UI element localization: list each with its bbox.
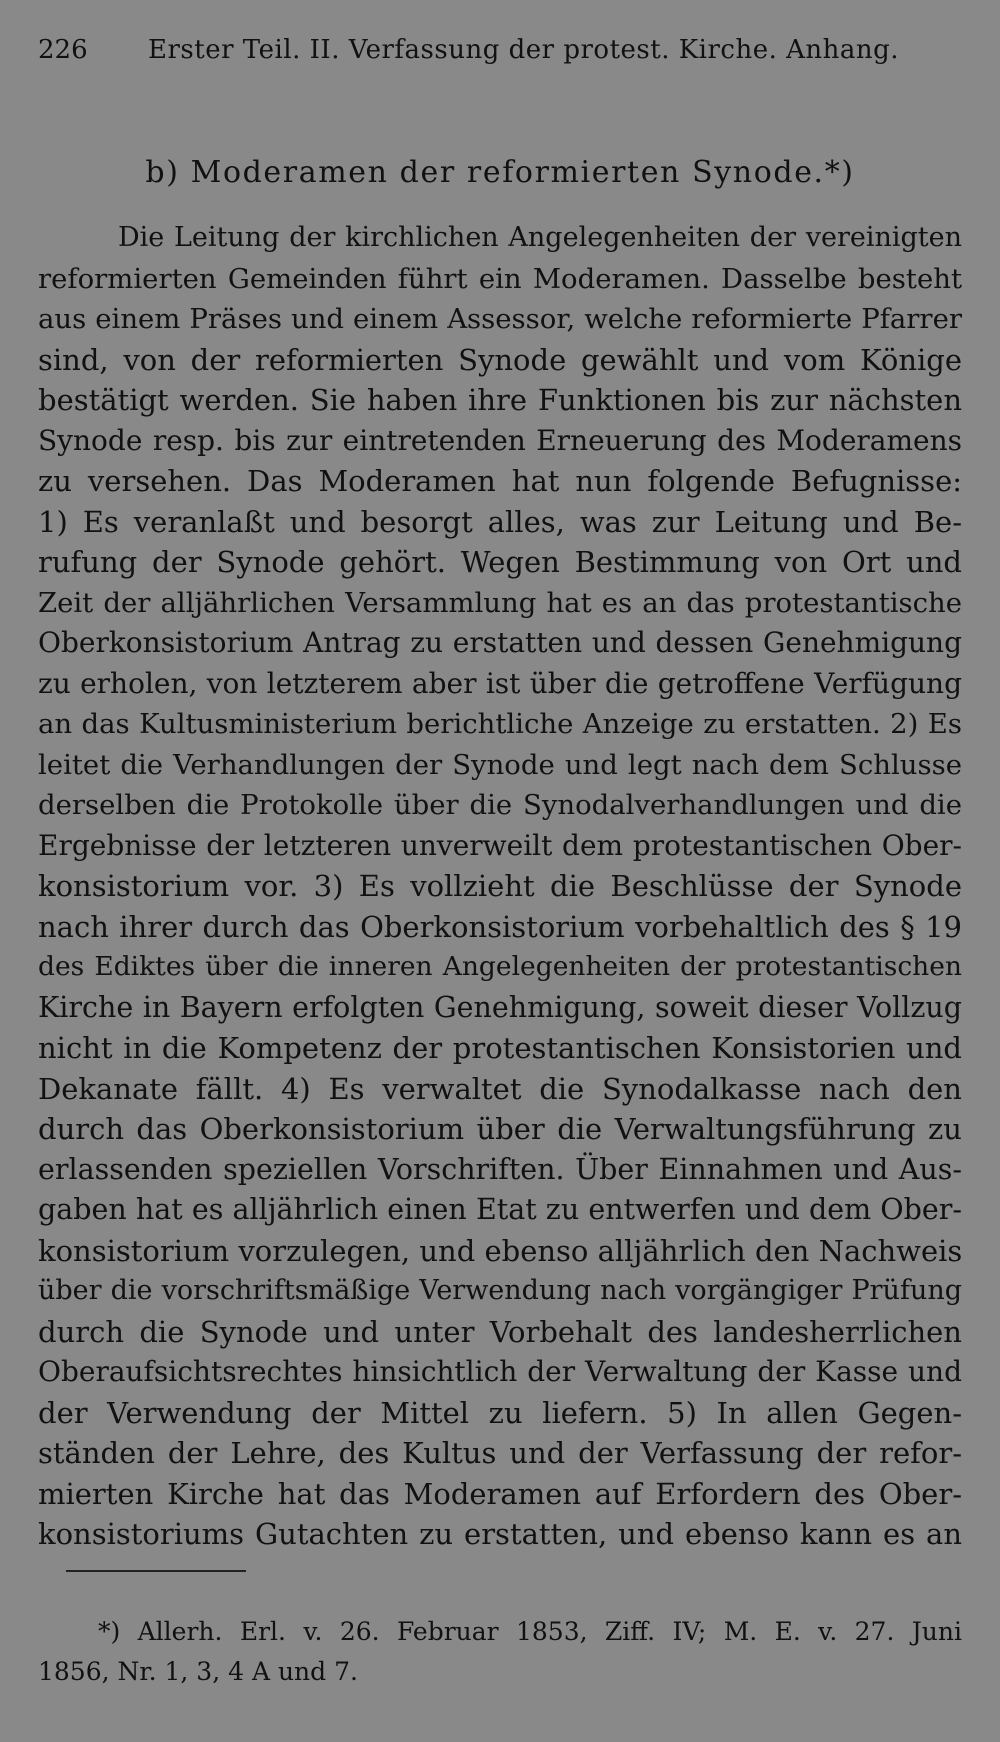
body-line: durch die Synode und unter Vorbehalt des landesherrlichen	[38, 1314, 962, 1349]
body-line: 1) Es veranlaßt und besorgt alles, was zur Leitung und Be-	[38, 504, 962, 539]
body-line: reformierten Gemeinden führt ein Moderamen. Dasselbe besteht	[38, 262, 962, 295]
running-head	[38, 30, 962, 70]
footnote-rule	[66, 1570, 246, 1572]
body-line: durch das Oberkonsistorium über die Verwaltungsführung zu	[38, 1112, 962, 1146]
body-line: Die Leitung der kirchlichen Angelegenheiten der vereinigten	[118, 222, 962, 253]
body-line: derselben die Protokolle über die Synodalverhandlungen und die	[38, 789, 962, 821]
body-line: zu versehen. Das Moderamen hat nun folgende Befugnisse:	[38, 464, 962, 498]
section-heading: b) Moderamen der reformierten Synode.*)	[145, 155, 855, 190]
body-line: rufung der Synode gehört. Wegen Bestimmung von Ort und	[38, 545, 962, 579]
body-line: Oberaufsichtsrechtes hinsichtlich der Verwaltung der Kasse und	[38, 1355, 962, 1388]
body-line: der Verwendung der Mittel zu liefern. 5) In allen Gegen-	[38, 1395, 962, 1430]
body-line: konsistorium vorzulegen, und ebenso alljährlich den Nachweis	[38, 1233, 962, 1268]
body-line: erlassenden speziellen Vorschriften. Über Einnahmen und Aus-	[38, 1152, 962, 1186]
body-line: ständen der Lehre, des Kultus und der Verfassung der refor-	[38, 1436, 962, 1470]
body-line: Synode resp. bis zur eintretenden Erneuerung des Moderamens	[38, 423, 962, 457]
body-line: gaben hat es alljährlich einen Etat zu entwerfen und dem Ober-	[38, 1193, 962, 1226]
body-line: mierten Kirche hat das Moderamen auf Erfordern des Ober-	[38, 1476, 962, 1511]
running-title: Erster Teil. II. Verfassung der protest. Kirche. Anhang.	[148, 35, 900, 65]
body-line: leitet die Verhandlungen der Synode und legt nach dem Schlusse	[38, 748, 962, 781]
body-text	[38, 218, 962, 1555]
body-line: konsistoriums Gutachten zu erstatten, und ebenso kann es an	[38, 1517, 962, 1551]
body-line: nach ihrer durch das Oberkonsistorium vorbehaltlich des § 19	[38, 909, 962, 944]
body-line: nicht in die Kompetenz der protestantischen Konsistorien und	[38, 1031, 962, 1065]
body-line: über die vorschriftsmäßige Verwendung nach vorgängiger Prüfung	[38, 1275, 962, 1306]
body-line: Ergebnisse der letzteren unverweilt dem protestantischen Ober-	[38, 828, 962, 862]
footnote-line: 1856, Nr. 1, 3, 4 A und 7.	[38, 1657, 358, 1686]
body-line: aus einem Präses und einem Assessor, welche reformierte Pfarrer	[38, 303, 962, 335]
body-line: sind, von der reformierten Synode gewählt und vom Könige	[38, 342, 962, 377]
body-line: Oberkonsistorium Antrag zu erstatten und dessen Genehmigung	[38, 626, 962, 659]
footnotes	[38, 1612, 962, 1692]
body-line: Zeit der alljährlichen Versammlung hat es an das protestantische	[38, 586, 962, 619]
body-line: Dekanate fällt. 4) Es verwaltet die Synodalkasse nach den	[38, 1071, 962, 1106]
footnote-line: *) Allerh. Erl. v. 26. Februar 1853, Ziff. IV; M. E. v. 27. Juni	[98, 1617, 962, 1646]
body-line: zu erholen, von letzterem aber ist über die getroffene Verfügung	[38, 666, 962, 700]
body-line: konsistorium vor. 3) Es vollzieht die Beschlüsse der Synode	[38, 869, 962, 903]
body-line: an das Kultusministerium berichtliche Anzeige zu erstatten. 2) Es	[38, 708, 962, 740]
book-page	[38, 30, 962, 1720]
body-line: bestätigt werden. Sie haben ihre Funktionen bis zur nächsten	[38, 383, 962, 417]
body-line: Kirche in Bayern erfolgten Genehmigung, soweit dieser Vollzug	[38, 990, 962, 1024]
page-number: 226	[38, 35, 88, 65]
body-line: des Ediktes über die inneren Angelegenheiten der protestantischen	[38, 951, 962, 982]
